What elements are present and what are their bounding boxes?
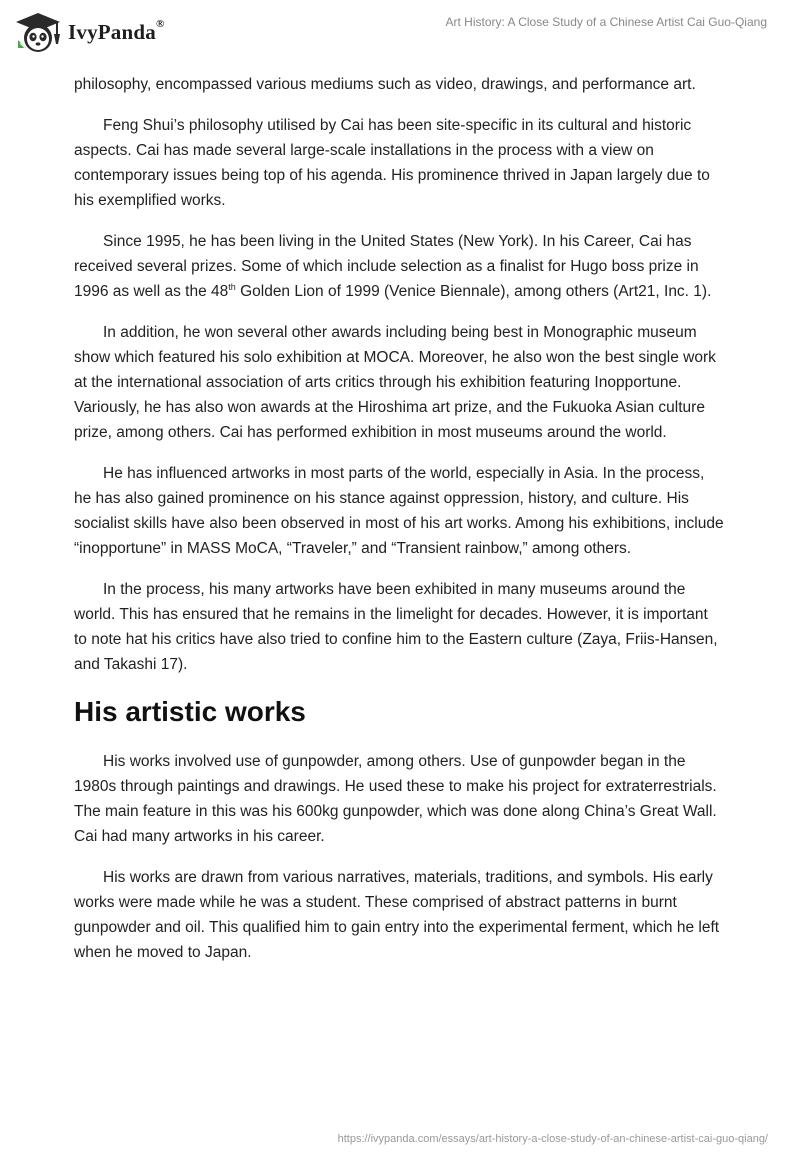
registered-mark: ®	[155, 17, 165, 30]
essay-body	[74, 72, 724, 981]
paragraph: Feng Shui’s philosophy utilised by Cai has been site-specific in its cultural and historic aspects. Cai has made several large-scale installations in the process with a view on contemporary issues being top of his agenda. His prominence thrived in Japan largely due to his exemplified works.	[74, 117, 710, 209]
paragraph: His works involved use of gunpowder, among others. Use of gunpowder began in the 1980s through paintings and drawings. He used these to make his project for extraterrestrials. The main feature in this was his 600kg gunpowder, which was done along China’s Great Wall. Cai had many artworks in his career.	[74, 753, 717, 845]
source-url[interactable]: https://ivypanda.com/essays/art-history-a-close-study-of-an-chinese-artist-cai-guo-qiang/	[337, 1133, 768, 1145]
ivypanda-logo[interactable]	[14, 10, 164, 54]
section-heading: His artistic works	[74, 696, 306, 727]
panda-graduate-icon	[14, 10, 62, 54]
paragraph: In the process, his many artworks have been exhibited in many museums around the world. This has ensured that he remains in the limelight for decades. However, it is important to note hat his critics have also tried to confine him to the Eastern culture (Zaya, Friis-Hansen, and Takashi 17).	[74, 581, 718, 673]
document-title: Art History: A Close Study of a Chinese Artist Cai Guo-Qiang	[445, 15, 767, 29]
paragraph: Since 1995, he has been living in the United States (New York). In his Career, Cai has received several prizes. Some of which include selection as a finalist for Hugo boss prize in 1996 as well as the 48th Golden Lion of 1999 (Venice Biennale), among others (Art21, Inc. 1).	[74, 233, 712, 300]
paragraph: He has influenced artworks in most parts of the world, especially in Asia. In the process, he has also gained prominence on his stance against oppression, history, and culture. His socialist skills have also been observed in most of his art works. Among his exhibitions, include “inopportune” in MASS MoCA, “Traveler,” and “Transient rainbow,” among others.	[74, 465, 724, 557]
paragraph: His works are drawn from various narratives, materials, traditions, and symbols. His early works were made while he was a student. These comprised of abstract patterns in burnt gunpowder and oil. This qualified him to gain entry into the experimental ferment, which he left when he moved to Japan.	[74, 869, 720, 961]
superscript: th	[228, 281, 236, 292]
brand-name: IvyPanda®	[68, 17, 165, 44]
paragraph: In addition, he won several other awards including being best in Monographic museum show which featured his solo exhibition at MOCA. Moreover, he also won the best single work at the international association of arts critics through his exhibition featuring Inopportune. Variously, he has also won awards at the Hiroshima art prize, and the Fukuoka Asian culture prize, among others. Cai has performed exhibition in most museums around the world.	[74, 324, 716, 441]
paragraph: philosophy, encompassed various mediums such as video, drawings, and performance art.	[74, 76, 696, 93]
